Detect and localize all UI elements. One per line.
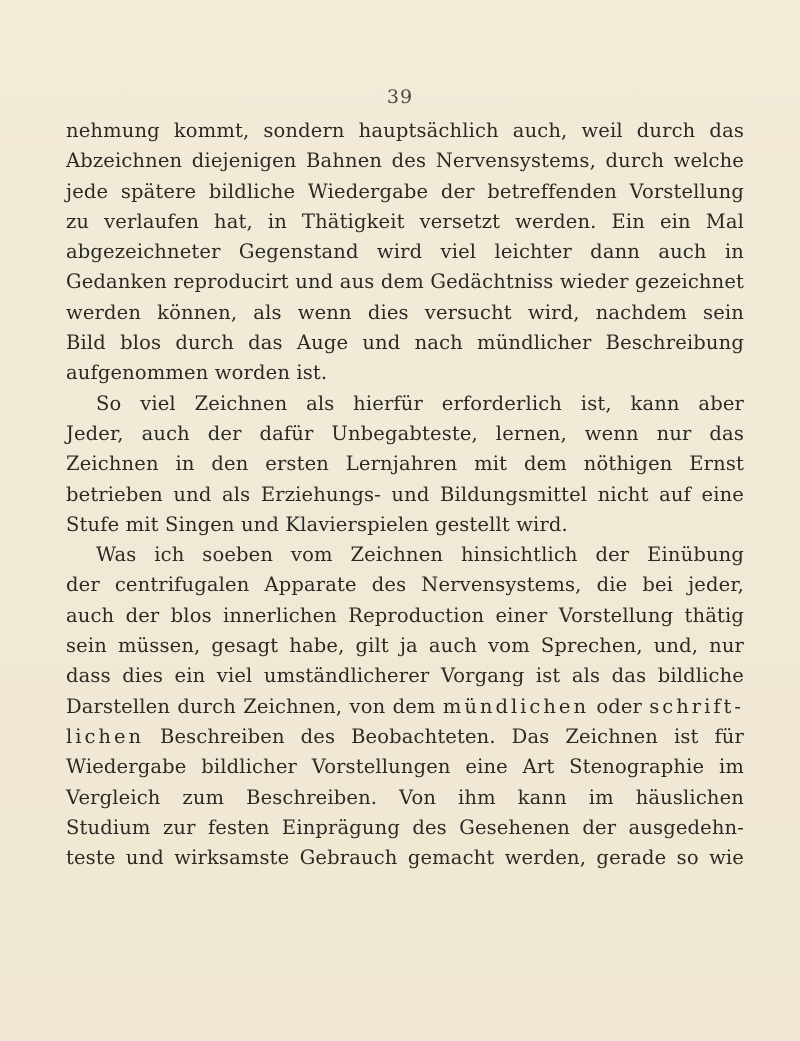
text-line: Vergleich zum Beschreiben. Von ihm kann im häuslichen xyxy=(66,785,744,809)
text-line: jede spätere bildliche Wiedergabe der betreffenden Vorstellung xyxy=(66,179,744,203)
text-line: zu verlaufen hat, in Thätigkeit versetzt werden. Ein ein Mal xyxy=(66,209,744,233)
text-line: Wiedergabe bildlicher Vorstellungen eine Art Stenographie im xyxy=(66,755,744,779)
text-fragment: Darstellen durch Zeichnen, von dem xyxy=(66,694,443,718)
text-line: abgezeichneter Gegenstand wird viel leichter dann auch in xyxy=(66,240,744,264)
spaced-emphasis: lichen xyxy=(66,724,145,748)
text-line: werden können, als wenn dies versucht wird, nachdem sein xyxy=(66,300,744,324)
text-line: auch der blos innerlichen Reproduction einer Vorstellung thätig xyxy=(66,603,744,627)
text-line: Stufe mit Singen und Klavierspielen gestellt wird. xyxy=(66,512,568,536)
text-line: betrieben und als Erziehungs- und Bildungsmittel nicht auf eine xyxy=(66,482,744,506)
text-line-emphasis xyxy=(66,692,744,722)
text-line: Studium zur festen Einprägung des Gesehenen der ausgedehn- xyxy=(66,815,744,839)
text-line: aufgenommen worden ist. xyxy=(66,361,328,385)
text-line: dass dies ein viel umständlicherer Vorgang ist als das bildliche xyxy=(66,664,744,688)
text-line: der centrifugalen Apparate des Nervensystems, die bei jeder, xyxy=(66,573,744,597)
text-line: Abzeichnen diejenigen Bahnen des Nervensystems, durch welche xyxy=(66,149,744,173)
paragraph-start-line: So viel Zeichnen als hierfür erforderlich ist, kann aber xyxy=(96,391,744,415)
text-line: Jeder, auch der dafür Unbegabteste, lernen, wenn nur das xyxy=(66,421,744,445)
spaced-emphasis: schrift- xyxy=(649,694,744,718)
paragraph-start-line: Was ich soeben vom Zeichnen hinsichtlich der Einübung xyxy=(96,543,744,567)
text-line-emphasis xyxy=(66,722,744,752)
text-line: Zeichnen in den ersten Lernjahren mit dem nöthigen Ernst xyxy=(66,452,744,476)
text-fragment: Beschreiben des Beobachteten. Das Zeichnen ist für xyxy=(144,724,744,748)
text-line: teste und wirksamste Gebrauch gemacht werden, gerade so wie xyxy=(66,846,744,870)
text-line: Gedanken reproducirt und aus dem Gedächtniss wieder gezeichnet xyxy=(66,270,744,294)
page-number: 39 xyxy=(386,86,414,108)
spaced-emphasis: mündlichen xyxy=(442,694,590,718)
text-line: sein müssen, gesagt habe, gilt ja auch vom Sprechen, und, nur xyxy=(66,634,744,658)
text-fragment: oder xyxy=(589,694,650,718)
body-text xyxy=(66,116,744,873)
text-line: nehmung kommt, sondern hauptsächlich auch, weil durch das xyxy=(66,119,744,142)
text-line: Bild blos durch das Auge und nach mündlicher Beschreibung xyxy=(66,331,744,355)
